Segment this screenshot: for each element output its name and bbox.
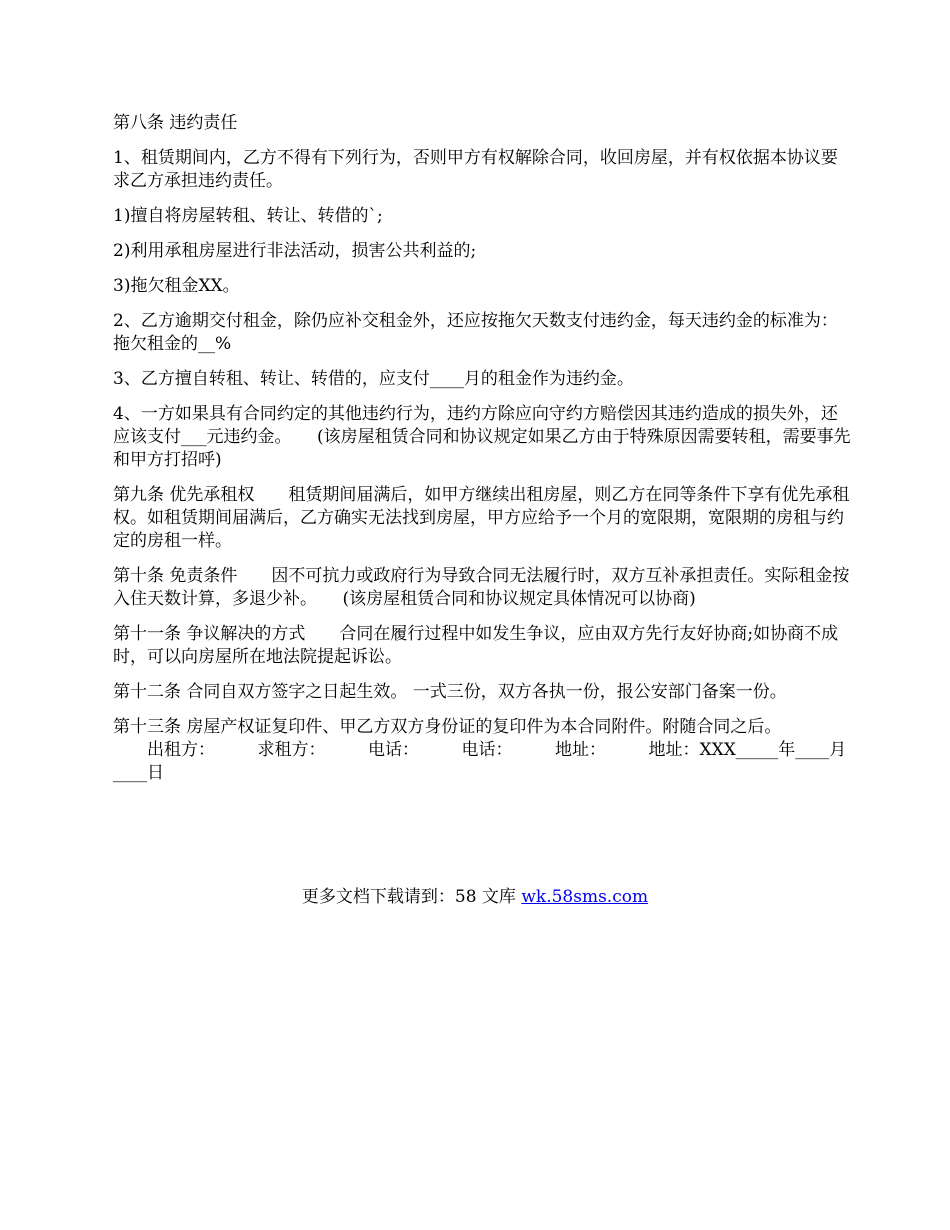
article-8-clause-2: 2、乙方逾期交付租金，除仍应补交租金外，还应按拖欠天数支付违约金，每天违约金的标准为：拖欠租金的__%	[113, 311, 838, 354]
article-12: 第十二条 合同自双方签字之日起生效。 一式三份，双方各执一份，报公安部门备案一份。	[113, 682, 787, 702]
article-8-clause-4: 4、一方如果具有合同约定的其他违约行为，违约方除应向守约方赔偿因其违约造成的损失外，还应该支付___元违约金。 (该房屋租赁合同和协议规定如果乙方由于特殊原因需要转租，需要事先和甲方打招呼)	[113, 404, 851, 470]
article-8-item-3: 3)拖欠租金XX。	[113, 276, 240, 296]
download-footer	[0, 886, 950, 909]
article-11: 第十一条 争议解决的方式 合同在履行过程中如发生争议，应由双方先行友好协商;如协商不成时，可以向房屋所在地法院提起诉讼。	[113, 624, 839, 667]
article-8-item-2: 2)利用承租房屋进行非法活动，损害公共利益的;	[113, 241, 477, 261]
article-10: 第十条 免责条件 因不可抗力或政府行为导致合同无法履行时，双方互补承担责任。实际租金按入住天数计算，多退少补。 (该房屋租赁合同和协议规定具体情况可以协商)	[113, 566, 850, 609]
footer-text: 更多文档下载请到：58 文库	[301, 887, 522, 907]
article-13: 第十三条 房屋产权证复印件、甲乙方双方身份证的复印件为本合同附件。附随合同之后。	[113, 717, 782, 737]
article-8-clause-3: 3、乙方擅自转租、转让、转借的，应支付____月的租金作为违约金。	[113, 369, 634, 389]
document-body	[113, 112, 853, 797]
footer-link[interactable]: wk.58sms.com	[521, 887, 649, 907]
article-8-clause-1: 1、租赁期间内，乙方不得有下列行为，否则甲方有权解除合同，收回房屋，并有权依据本协议要求乙方承担违约责任。	[113, 148, 838, 191]
article-8-heading: 第八条 违约责任	[113, 113, 238, 133]
article-8-item-1: 1)擅自将房屋转租、转让、转借的`;	[113, 206, 383, 226]
article-9: 第九条 优先承租权 租赁期间届满后，如甲方继续出租房屋，则乙方在同等条件下享有优先承租权。如租赁期间届满后，乙方确实无法找到房屋，甲方应给予一个月的宽限期，宽限期的房租与约定的房租一样。	[113, 485, 850, 551]
signature-line: 出租方： 求租方： 电话： 电话： 地址： 地址：XXX_____年____月____日	[113, 740, 847, 783]
